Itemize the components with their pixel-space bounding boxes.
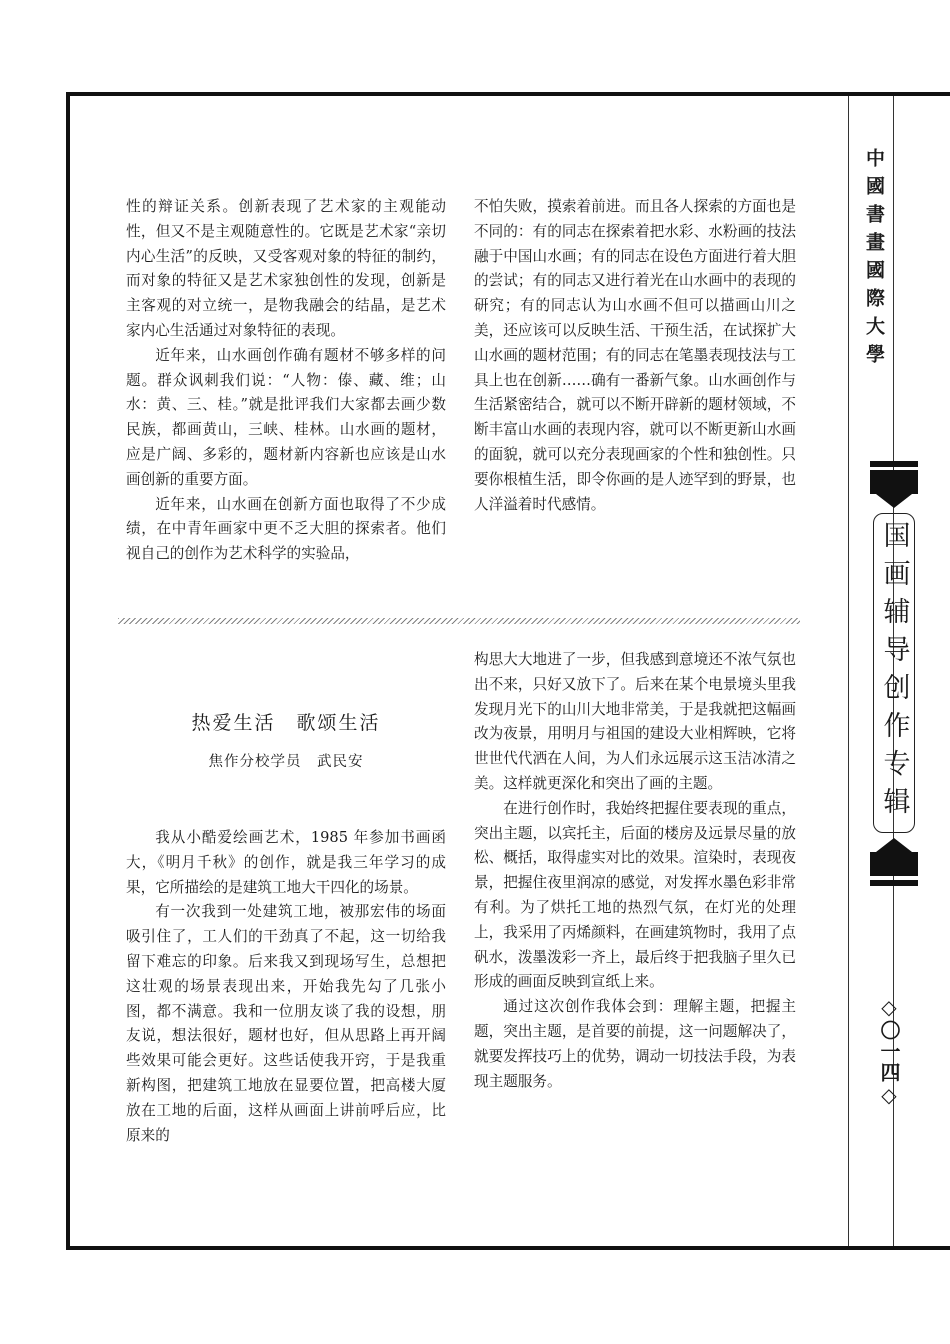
article-byline: 焦作分校学员 武民安 — [208, 754, 364, 770]
paragraph: 不怕失败，摸索着前进。而且各人探索的方面也是不同的：有的同志在探索着把水彩、水粉画的技法融于中国山水画；有的同志在设色方面进行着大胆的尝试；有的同志又进行着光在山水画中的表现的研究；有的同志认为山水画不但可以描画山川之美，还应该可以反映生活、干预生活，在试探扩大山水画的题材范围；有的同志在笔墨表现技法与工具上也在创新……确有一番新气象。山水画创作与生活紧密结合，就可以不断开辟新的题材领域，不断丰富山水画的表现内容，就可以不断更新山水画的面貌，就可以充分表现画家的个性和独创性。只要你根植生活，即令你画的是人迹罕到的野景，也人洋溢着时代感情。 — [474, 198, 796, 513]
top-article-right-column — [474, 195, 796, 517]
paragraph: 构思大大地进了一步，但我感到意境还不浓气氛也出不来，只好又放下了。后来在某个电景境头里我发现月光下的山川大地非常美，于是我就把这幅画改为夜景，用明月与祖国的建设大业相辉映，它将世世代代洒在人间，为人们永远展示这玉洁冰清之美。这样就更深化和突出了画的主题。 — [474, 651, 796, 792]
tab-bottom-bar — [870, 880, 918, 886]
paragraph: 近年来，山水画在创新方面也取得了不少成绩，在中青年画家中更不乏大胆的探索者。他们视自己的创作为艺术科学的实验品， — [126, 495, 446, 563]
sidebar-rule-left — [848, 96, 849, 1246]
top-article-left-column — [126, 195, 446, 567]
paragraph: 在进行创作时，我始终把握住要表现的重点，突出主题，以宾托主，后面的楼房及远景尽量的放松、概括，取得虚实对比的效果。渲染时，表现夜景，把握住夜里润凉的感觉，对发挥水墨色彩非常有利。为了烘托工地的热烈气氛，在灯光的处理上，我采用了丙烯颜料，在画建筑物时，我用了点矾水，泼墨泼彩一齐上，最后终于把我脑子里久已形成的画面反映到宣纸上来。 — [474, 799, 796, 991]
tab-bottom-chevron-icon — [870, 836, 918, 876]
series-title: 国画辅导创作专辑 — [878, 521, 910, 825]
bottom-article-right-column — [474, 648, 796, 1094]
article-title: 热爱生活 歌颂生活 — [191, 712, 381, 734]
series-title-box — [873, 513, 915, 833]
section-divider — [118, 618, 800, 624]
paragraph: 有一次我到一处建筑工地，被那宏伟的场面吸引住了，工人们的干劲真了不起，这一切给我留下难忘的印象。后来我又到现场写生，总想把这壮观的场景表现出来，开始我先勾了几张小图，都不满意。我和一位朋友谈了我的设想，朋友说，想法很好，题材也好，但从思路上再开阔些效果可能会更好。这些话使我开窍，于是我重新构图，把建筑工地放在显要位置，把高楼大厦放在工地的后面，这样从画面上讲前呼后应，比原来的 — [126, 903, 446, 1144]
tab-top-bar — [870, 461, 918, 467]
paragraph: 我从小酷爱绘画艺术，1985 年参加书画函大，《明月千秋》的创作，就是我三年学习的成果，它所描绘的是建筑工地大干四化的场景。 — [126, 829, 446, 896]
bottom-article-left-column — [126, 826, 446, 1148]
paragraph: 近年来，山水画创作确有题材不够多样的问题。群众讽刺我们说：“人物：傣、藏、维；山水：黄、三、桂。”就是批评我们大家都去画少数民族，都画黄山，三峡、桂林。山水画的题材，应是广阔、多彩的，题材新内容新也应该是山水画创新的重要方面。 — [126, 346, 446, 488]
page-number: ◇〇一四◇ — [877, 995, 901, 1108]
paragraph: 通过这次创作我体会到：理解主题，把握主题，突出主题，是首要的前提，这一问题解决了，就要发挥技巧上的优势，调动一切技法手段，为表现主题服务。 — [474, 998, 796, 1090]
journal-name: 中國書畫國際大學 — [863, 148, 885, 372]
paragraph: 性的辩证关系。创新表现了艺术家的主观能动性，但又不是主观随意性的。它既是艺术家“亲切内心生活”的反映，又受客观对象的特征的制约，而对象的特征又是艺术家独创性的发现，创新是主客观的对立统一，是物我融会的结晶，是艺术家内心生活通过对象特征的表现。 — [126, 198, 446, 339]
tab-top-chevron-icon — [870, 470, 918, 510]
